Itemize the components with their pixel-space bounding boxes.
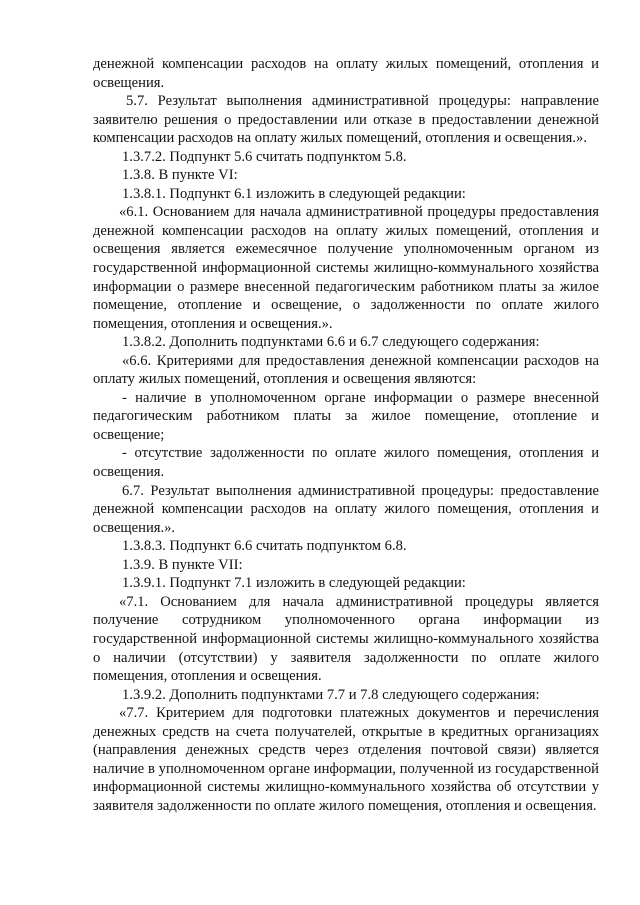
- paragraph: 1.3.9.1. Подпункт 7.1 изложить в следующей редакции:: [122, 575, 466, 592]
- paragraph: «6.6. Критериями для предоставления денежной компенсации расходов на оплату жилых помещений, отопления и освещения являются:: [93, 352, 599, 388]
- paragraph: - наличие в уполномоченном органе информации о размере внесенной педагогическим работником платы за жилое помещение, отопление и освещение;: [93, 389, 599, 443]
- paragraph: 6.7. Результат выполнения административной процедуры: предоставление денежной компенсации расходов на оплату жилого помещения, отопления и освещения.».: [93, 482, 599, 536]
- paragraph: «7.7. Критерием для подготовки платежных документов и перечисления денежных средств на счета получателей, открытые в кредитных организациях (направления денежных средств через отделения почтовой связи) является наличие в уполномоченном органе информации, полученной из государственной информационной системы жилищно-коммунального хозяйства об отсутствии у заявителя задолженности по оплате жилого помещения, отопления и освещения.: [93, 705, 599, 814]
- paragraph: 1.3.8.3. Подпункт 6.6 считать подпунктом 6.8.: [122, 538, 407, 555]
- document-body: [93, 55, 599, 815]
- paragraph: денежной компенсации расходов на оплату жилых помещений, отопления и освещения.: [93, 56, 599, 91]
- paragraph: 5.7. Результат выполнения административной процедуры: направление заявителю решения о предоставлении или отказе в предоставлении денежной компенсации расходов на оплату жилых помещений, отопления и освещения.».: [93, 93, 599, 147]
- paragraph: 1.3.8.1. Подпункт 6.1 изложить в следующей редакции:: [122, 185, 466, 202]
- paragraph: 1.3.7.2. Подпункт 5.6 считать подпунктом 5.8.: [122, 148, 407, 165]
- paragraph: «6.1. Основанием для начала административной процедуры предоставления денежной компенсации расходов на оплату жилых помещений, отопления и освещения является ежемесячное получение уполномоченным органом из государственной информационной системы жилищно-коммунального хозяйства информации о размере внесенной педагогическим работником платы за жилое помещение, отопление и освещение, о задолженности по оплате жилого помещения, отопления и освещения.».: [93, 204, 599, 332]
- paragraph: - отсутствие задолженности по оплате жилого помещения, отопления и освещения.: [93, 445, 599, 481]
- paragraph: 1.3.9. В пункте VII:: [122, 556, 243, 573]
- paragraph: 1.3.9.2. Дополнить подпунктами 7.7 и 7.8 следующего содержания:: [122, 686, 540, 703]
- paragraph: 1.3.8.2. Дополнить подпунктами 6.6 и 6.7 следующего содержания:: [122, 334, 540, 351]
- paragraph: 1.3.8. В пункте VI:: [122, 167, 238, 184]
- paragraph: «7.1. Основанием для начала административной процедуры является получение сотрудником уполномоченного органа информации из государственной информационной системы жилищно-коммунального хозяйства о наличии (отсутствии) у заявителя задолженности по оплате жилого помещения, отопления и освещения.: [93, 593, 599, 685]
